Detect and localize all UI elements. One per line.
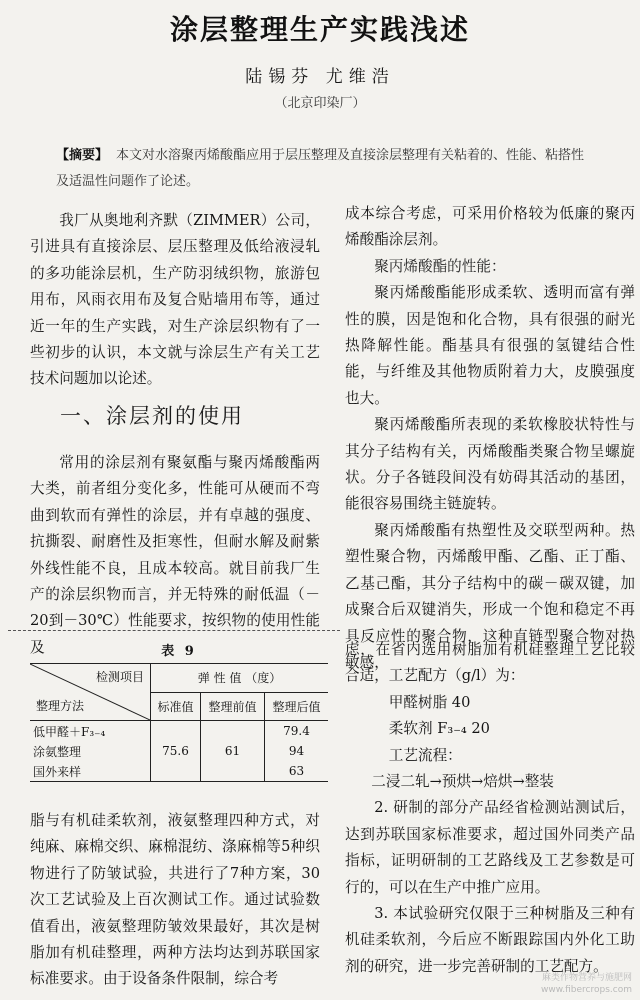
left-column-intro (30, 208, 320, 393)
standard-value: 75.6 (151, 721, 201, 782)
bottom-paragraph: 脂与有机硅柔软剂，液氨整理四种方式，对纯麻、麻棉交织、麻棉混纺、涤麻棉等5种织物进行了防皱试验，共进行了7种方案，30次工艺试验及上百次测试工作。通过试验数值看出，液氨整理防皱效果最好，其次是树脂加有机硅整理，两种方法均达到苏联国家标准要求。由于设备条件限制，综合考 (30, 812, 320, 988)
authors: 陆锡芬 尤维浩 (245, 67, 395, 87)
diagonal-header-cell (30, 664, 151, 721)
header-test-item: 检测项目 (95, 670, 144, 684)
after-value: 79.4 (265, 721, 328, 742)
right-column-bottom (345, 637, 635, 980)
after-value: 63 (265, 761, 328, 782)
watermark-line-1: 麻类作物营养与施肥网 (541, 973, 632, 983)
abstract-text: 本文对水溶聚丙烯酸酯应用于层压整理及直接涂层整理有关粘着的、性能、粘搭性及适温性问题作了论述。 (56, 148, 585, 189)
right-column-top (345, 201, 635, 676)
col-header-after: 整理后值 (265, 692, 328, 721)
col-header-before: 整理前值 (201, 692, 265, 721)
conclusion-3: 3. 本试验研究仅限于三种树脂及三种有机硅柔软剂，今后应不断跟踪国内外化工助剂的研究，进一步完善研制的工艺配方。 (345, 905, 635, 975)
section-heading: 一、涂层剂的使用 (60, 404, 244, 428)
recipe-intro: 虑，在省内选用树脂加有机硅整理工艺比较合适，工艺配方（g/l）为： (345, 641, 635, 685)
conclusion-2: 2. 研制的部分产品经省检测站测试后，达到苏联国家标准要求，超过国外同类产品指标，证明研制的工艺路线及工艺参数是可行的，可以在生产中推广应用。 (345, 799, 635, 896)
watermark-line-2: www.fibercrops.com (541, 985, 632, 995)
before-value: 61 (201, 721, 265, 782)
header-method: 整理方法 (36, 699, 85, 713)
process-flow: 二浸二轧→预烘→焙烘→整装 (371, 773, 554, 791)
row-label: 低甲醛＋F₃₋₄ (33, 724, 106, 739)
after-value: 94 (265, 741, 328, 761)
intro-paragraph: 我厂从奥地利齐默（ZIMMER）公司，引进具有直接涂层、层压整理及低给液浸轧的多功能涂层机，生产防羽绒织物，旅游包用布，风雨衣用布及复合贴墙用布等，通过近一年的生产实践，对生产涂层织物有了一些初步的认识，本文就与涂层生产有关工艺技术问题加以论述。 (30, 212, 320, 388)
affiliation: （北京印染厂） (274, 96, 366, 111)
properties-paragraph-2: 聚丙烯酸酯所表现的柔软橡胶状特性与其分子结构有关，丙烯酸酯类聚合物呈螺旋状。分子各链段间没有妨碍其活动的基团，能很容易围绕主链旋转。 (345, 416, 635, 513)
abstract (56, 143, 596, 195)
formula-softener: 柔软剂 F₃₋₄ 20 (388, 720, 490, 738)
watermark (541, 972, 632, 996)
properties-paragraph-3: 聚丙烯酸酯有热塑性及交联型两种。热塑性聚合物，丙烯酸甲酯、乙酯、正丁酯、乙基己酯，其分子结构中的碳－碳双键，加成聚合后双键消失，形成一个饱和稳定不再具反应性的聚合物，这种直链型聚合物对热敏感， (345, 521, 635, 671)
row-label: 国外来样 (30, 761, 151, 782)
table-caption: 表 9 (161, 644, 197, 659)
section1-paragraph: 常用的涂层剂有聚氨酯与聚丙烯酸酯两大类，前者组分变化多，性能可从硬而不弯曲到软而有弹性的涂层，并有卓越的强度、抗撕裂、耐磨性及拒寒性，但耐水解及耐紫外线性能不良，且成本较高。就目前我厂生产的涂层织物而言，并无特殊的耐低温（－20到－30℃）性能要求，按织物的使用性能及 (30, 454, 320, 656)
formula-resin: 甲醛树脂 40 (388, 693, 471, 711)
subheading-properties: 聚丙烯酸酯的性能： (374, 257, 506, 275)
paper-title: 涂层整理生产实践浅述 (169, 13, 470, 46)
results-table (30, 663, 328, 782)
table-block (30, 640, 328, 782)
process-label: 工艺流程： (388, 746, 462, 764)
continuation-paragraph: 成本综合考虑，可采用价格较为低廉的聚丙烯酸酯涂层剂。 (345, 205, 635, 249)
properties-paragraph-1: 聚丙烯酸酯能形成柔软、透明而富有弹性的膜，因是饱和化合物，具有很强的耐光热降解性能。酯基具有很强的氢键结合性能，与纤维及其他物质附着力大，皮膜强度也大。 (345, 284, 635, 407)
col-header-standard: 标准值 (151, 692, 201, 721)
separator-rule (8, 630, 340, 631)
row-label: 涂氨整理 (33, 744, 82, 759)
left-column-bottom (30, 808, 320, 993)
abstract-label: 【摘要】 (56, 148, 109, 163)
group-header: 弹 性 值 （度） (151, 664, 329, 693)
